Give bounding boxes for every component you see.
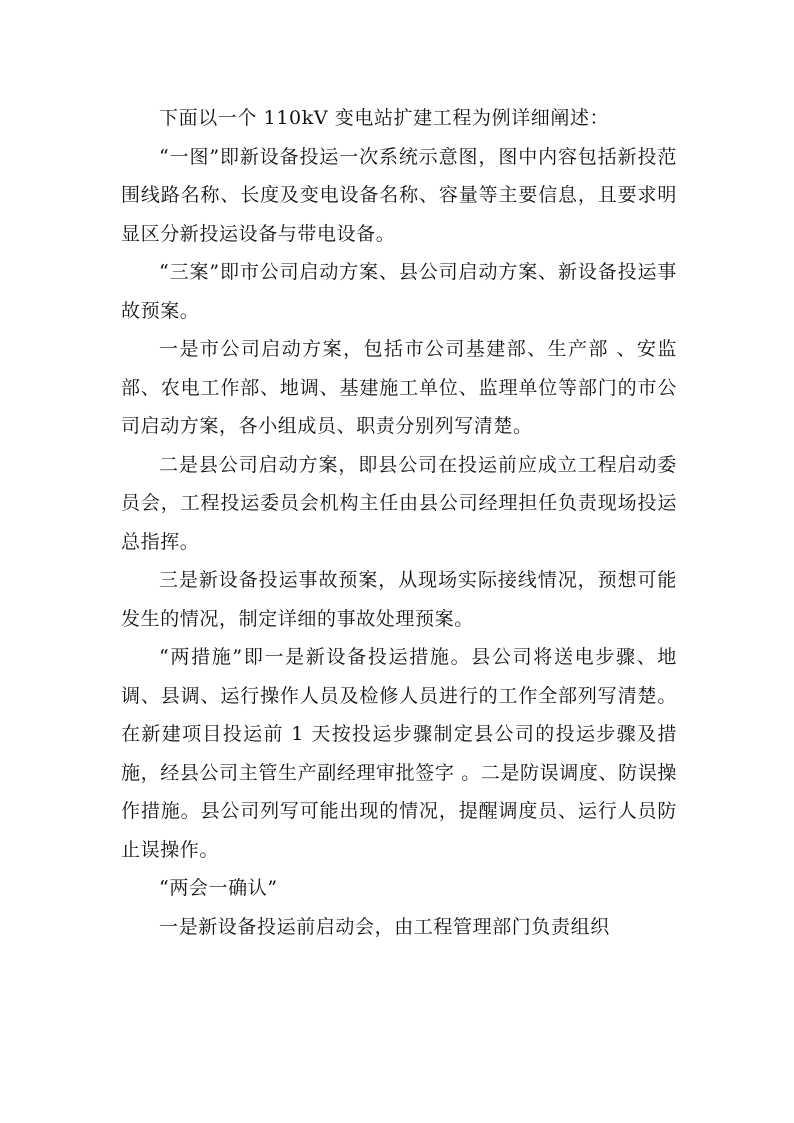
paragraph-county-plan: 二是县公司启动方案，即县公司在投运前应成立工程启动委员会，工程投运委员会机构主任由县公司经理担任负责现场投运总指挥。 — [121, 453, 677, 553]
paragraph-one-diagram: “一图”即新设备投运一次系统示意图，图中内容包括新投范围线路名称、长度及变电设备名称、容量等主要信息，且要求明显区分新投运设备与带电设备。 — [121, 145, 677, 245]
paragraph-two-meetings-heading: “两会一确认” — [159, 877, 278, 899]
paragraph-city-plan: 一是市公司启动方案，包括市公司基建部、生产部 、安监部、农电工作部、地调、基建施工单位、监理单位等部门的市公司启动方案，各小组成员、职责分别列写清楚。 — [121, 338, 677, 437]
paragraph-three-plans: “三案”即市公司启动方案、县公司启动方案、新设备投运事故预案。 — [121, 261, 677, 322]
paragraph-startup-meeting: 一是新设备投运前启动会，由工程管理部门负责组织 — [159, 915, 610, 938]
document-body — [121, 99, 677, 946]
paragraph-intro: 下面以一个 110kV 变电站扩建工程为例详细阐述： — [159, 107, 610, 129]
paragraph-accident-plan: 三是新设备投运事故预案，从现场实际接线情况，预想可能发生的情况，制定详细的事故处理预案。 — [121, 569, 677, 630]
paragraph-two-measures: “两措施”即一是新设备投运措施。县公司将送电步骤、地调、县调、运行操作人员及检修人员进行的工作全部列写清楚。在新建项目投运前 1 天按投运步骤制定县公司的投运步骤及措施，经县公司主管生产副经理审批签字 。二是防误调度、防误操作措施。县公司列写可能出现的情况，提醒调度员、运行人员防止误操作。 — [121, 646, 677, 861]
